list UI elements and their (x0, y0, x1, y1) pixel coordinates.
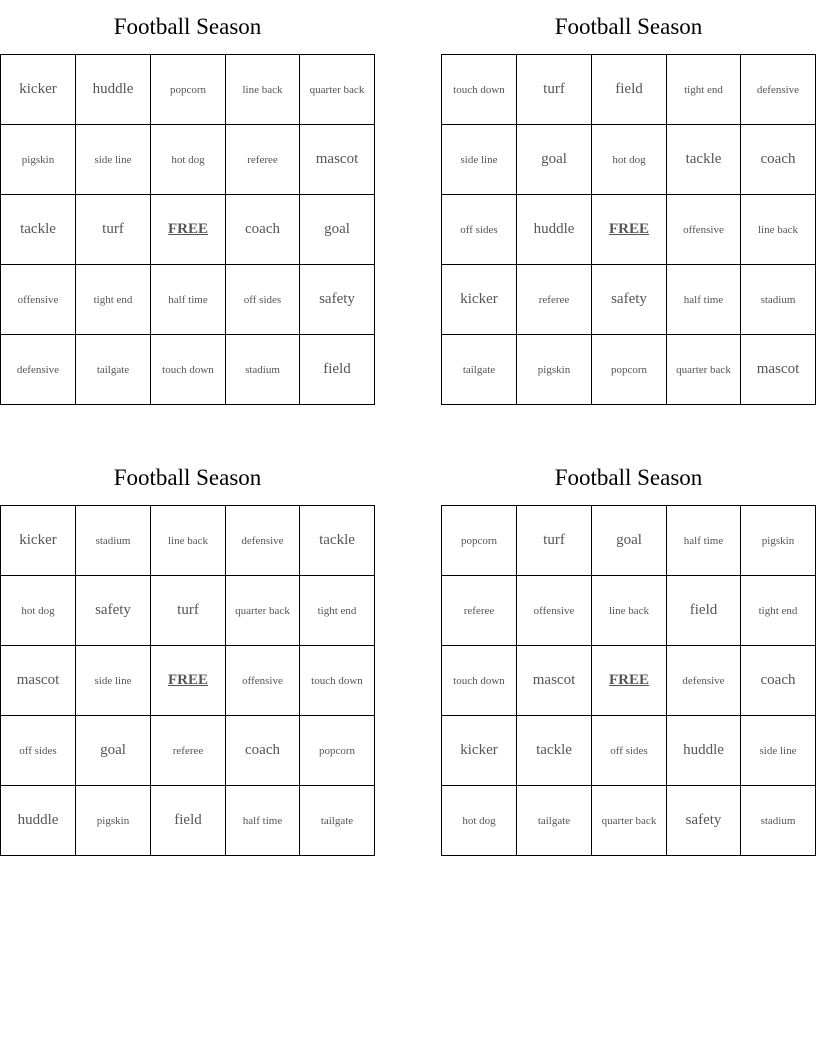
bingo-cell: coach (741, 125, 816, 195)
bingo-cell: tight end (76, 265, 151, 335)
bingo-cell: offensive (517, 576, 592, 646)
bingo-cell: quarter back (226, 576, 300, 646)
bingo-cell: side line (76, 125, 151, 195)
bingo-cell: quarter back (667, 335, 741, 405)
bingo-cell: side line (741, 716, 816, 786)
bingo-cell: touch down (442, 646, 517, 716)
card-title: Football Season (554, 14, 703, 39)
bingo-cell: pigskin (76, 786, 151, 856)
bingo-cell: offensive (226, 646, 300, 716)
bingo-grid (441, 54, 816, 405)
bingo-cell: referee (517, 265, 592, 335)
bingo-cell: off sides (226, 265, 300, 335)
bingo-cell: goal (300, 195, 375, 265)
bingo-cell: kicker (442, 716, 517, 786)
bingo-cell: line back (741, 195, 816, 265)
bingo-cell: pigskin (1, 125, 76, 195)
bingo-cell: goal (76, 716, 151, 786)
free-space-cell: FREE (592, 646, 667, 716)
bingo-cell: hot dog (1, 576, 76, 646)
bingo-cell: tight end (667, 55, 741, 125)
bingo-cell: line back (151, 506, 226, 576)
bingo-cell: side line (442, 125, 517, 195)
bingo-cell: referee (151, 716, 226, 786)
bingo-cell: hot dog (592, 125, 667, 195)
bingo-cell: side line (76, 646, 151, 716)
free-space-cell: FREE (592, 195, 667, 265)
bingo-cell: mascot (1, 646, 76, 716)
bingo-cell: safety (300, 265, 375, 335)
bingo-cell: safety (592, 265, 667, 335)
bingo-cell: off sides (442, 195, 517, 265)
bingo-cell: stadium (76, 506, 151, 576)
bingo-cell: field (300, 335, 375, 405)
bingo-cell: tight end (741, 576, 816, 646)
bingo-cell: touch down (151, 335, 226, 405)
bingo-cell: huddle (1, 786, 76, 856)
bingo-cell: offensive (667, 195, 741, 265)
bingo-cell: tight end (300, 576, 375, 646)
card-title: Football Season (554, 465, 703, 490)
bingo-cell: goal (517, 125, 592, 195)
bingo-cell: tailgate (76, 335, 151, 405)
bingo-grid (0, 54, 375, 405)
bingo-cell: turf (517, 506, 592, 576)
bingo-cell: tackle (667, 125, 741, 195)
free-space-cell: FREE (151, 195, 226, 265)
card-title: Football Season (113, 14, 262, 39)
bingo-cell: kicker (1, 55, 76, 125)
bingo-cell: line back (226, 55, 300, 125)
bingo-cell: safety (76, 576, 151, 646)
bingo-cell: coach (226, 195, 300, 265)
bingo-cell: kicker (442, 265, 517, 335)
bingo-cell: turf (517, 55, 592, 125)
bingo-cell: tackle (300, 506, 375, 576)
bingo-grid (441, 505, 816, 856)
bingo-cell: tailgate (300, 786, 375, 856)
bingo-cell: half time (667, 506, 741, 576)
bingo-cell: defensive (1, 335, 76, 405)
bingo-cell: line back (592, 576, 667, 646)
bingo-cell: off sides (1, 716, 76, 786)
bingo-cell: off sides (592, 716, 667, 786)
bingo-cell: stadium (741, 265, 816, 335)
card-title: Football Season (113, 465, 262, 490)
bingo-cell: safety (667, 786, 741, 856)
bingo-cell: hot dog (151, 125, 226, 195)
bingo-cell: popcorn (300, 716, 375, 786)
bingo-cell: tailgate (442, 335, 517, 405)
bingo-cell: pigskin (741, 506, 816, 576)
bingo-cell: popcorn (592, 335, 667, 405)
bingo-cell: referee (442, 576, 517, 646)
bingo-cell: quarter back (592, 786, 667, 856)
bingo-cell: kicker (1, 506, 76, 576)
bingo-cell: defensive (226, 506, 300, 576)
bingo-cell: mascot (300, 125, 375, 195)
bingo-cell: popcorn (442, 506, 517, 576)
bingo-cell: field (151, 786, 226, 856)
bingo-cell: field (592, 55, 667, 125)
bingo-cell: huddle (76, 55, 151, 125)
bingo-cell: mascot (741, 335, 816, 405)
bingo-cell: half time (667, 265, 741, 335)
bingo-cell: popcorn (151, 55, 226, 125)
bingo-cell: tackle (1, 195, 76, 265)
bingo-cell: turf (76, 195, 151, 265)
bingo-cell: coach (741, 646, 816, 716)
bingo-cell: goal (592, 506, 667, 576)
bingo-cell: tackle (517, 716, 592, 786)
free-space-cell: FREE (151, 646, 226, 716)
bingo-cell: field (667, 576, 741, 646)
bingo-cell: coach (226, 716, 300, 786)
bingo-cell: defensive (741, 55, 816, 125)
bingo-cell: quarter back (300, 55, 375, 125)
bingo-cell: mascot (517, 646, 592, 716)
bingo-cell: turf (151, 576, 226, 646)
bingo-cell: stadium (741, 786, 816, 856)
bingo-cell: offensive (1, 265, 76, 335)
bingo-cell: referee (226, 125, 300, 195)
bingo-cell: pigskin (517, 335, 592, 405)
bingo-cell: half time (151, 265, 226, 335)
bingo-cell: touch down (300, 646, 375, 716)
bingo-cell: huddle (517, 195, 592, 265)
bingo-cell: touch down (442, 55, 517, 125)
bingo-cell: defensive (667, 646, 741, 716)
bingo-cell: tailgate (517, 786, 592, 856)
bingo-grid (0, 505, 375, 856)
bingo-cell: stadium (226, 335, 300, 405)
bingo-cell: huddle (667, 716, 741, 786)
bingo-cell: half time (226, 786, 300, 856)
bingo-cell: hot dog (442, 786, 517, 856)
